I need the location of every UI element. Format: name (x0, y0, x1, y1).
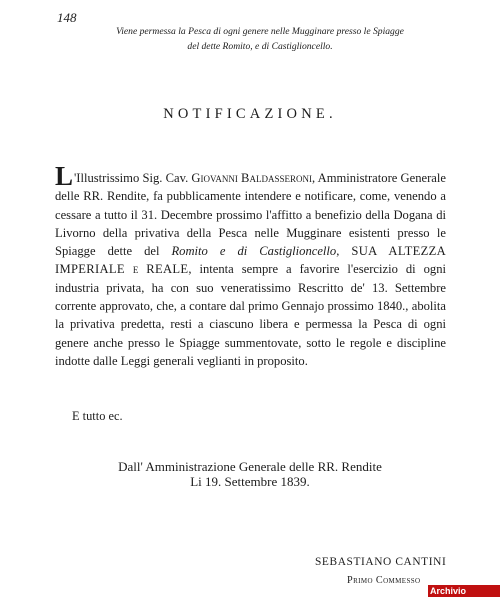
drop-cap: L (55, 161, 74, 191)
administrator-name: Giovanni Baldasseroni (191, 171, 312, 185)
body-paragraph (55, 161, 447, 370)
body-segment-1: 'Illustrissimo Sig. Cav. (74, 171, 192, 185)
place-names: Romito e di Castiglioncello (171, 244, 337, 259)
issue-date: Li 19. Settembre 1839. (190, 474, 310, 489)
summary-line-1: Viene permessa la Pesca di ogni genere nelle Mugginare presso le Spiagge (116, 26, 404, 37)
page-number: 148 (57, 10, 77, 25)
conjunction-e: e (124, 262, 147, 277)
highness-title-2: REALE (146, 262, 189, 277)
signer-name: SEBASTIANO CANTINI (315, 556, 447, 568)
summary-heading (60, 24, 460, 54)
body-segment-2: , Amministratore Generale delle RR. Rendite, fa pubblicamente intendere e notificare, come, venendo a cessare a tutto il 31. Decembre prossimo l'affitto a benefizio della Dogana di Livorno della privativa della Pesca nelle Mugginare esistenti presso le Spiagge dette del (55, 171, 446, 259)
body-segment-3: , (336, 244, 352, 259)
highness-title-1: SUA ALTEZZA IMPERIALE (55, 244, 447, 277)
summary-line-2: del dette Romito, e di Castiglioncello. (187, 41, 333, 52)
archive-watermark: Archivio Storico (428, 585, 500, 597)
issuing-office: Dall' Amministrazione Generale delle RR. Rendite (118, 459, 382, 474)
body-segment-4: , intenta sempre a favorire l'esercizio di ogni industria privata, ha con suo veneratissimo Rescritto de' 13. Settembre corrente approvato, che, a contare dal primo Gennajo prossimo 1840., abolita la privativa predetta, resti a ciascuno libera e permessa la Pesca di ogni genere anche presso le Spiagge summentovate, sotto le regole e discipline indotte dalle Leggi generali veglianti in proposito. (55, 262, 446, 368)
signer-role: Primo Commesso (347, 575, 421, 586)
body-text (55, 161, 447, 370)
closing-formula: E tutto ec. (72, 409, 123, 423)
document-title: NOTIFICAZIONE. (163, 106, 337, 122)
